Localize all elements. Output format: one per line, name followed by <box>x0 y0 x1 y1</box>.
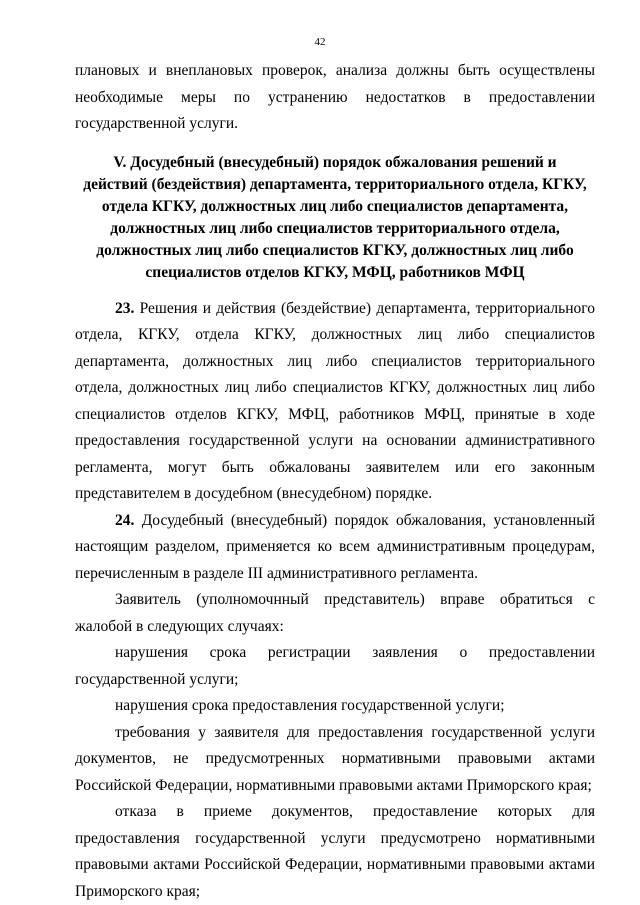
paragraph-service-deadline: нарушения срока предоставления государственной услуги; <box>115 697 505 714</box>
section-heading <box>75 152 595 284</box>
paragraph-complaint-cases: Заявитель (уполномочнный представитель) вправе обратиться с жалобой в следующих случаях: <box>75 591 595 635</box>
paragraph-document-refusal: отказа в приеме документов, предоставление которых для предоставления государственной услуги предусмотрено нормативными правовыми актами Российской Федерации, нормативными правовыми актами Приморского края; <box>75 803 595 900</box>
clause-number: 24. <box>115 511 135 529</box>
clause-number: 23. <box>115 299 135 317</box>
paragraph-documents-requirement: требования у заявителя для предоставления государственной услуги документов, не предусмотренных нормативными правовыми актами Российской Федерации, нормативными правовыми актами Приморского края; <box>75 723 595 794</box>
clause-23 <box>75 296 595 508</box>
section-heading-line: действий (бездействия) департамента, территориального отдела, КГКУ, <box>83 175 587 193</box>
intro-paragraph: плановых и внеплановых проверок, анализа должны быть осуществлены необходимые меры по устранению недостатков в предоставлении государственной услуги. <box>75 62 595 132</box>
paragraph-registration-deadline: нарушения срока регистрации заявления о предоставлении государственной услуги; <box>75 644 595 688</box>
clause-24 <box>75 508 595 588</box>
section-heading-line: V. Досудебный (внесудебный) порядок обжалования решений и <box>113 153 557 171</box>
clause-text: Решения и действия (бездействие) департамента, территориального отдела, КГКУ, отдела КГКУ, должностных лиц либо специалистов департамента, должностных лиц либо специалистов территориального отдела, должностных лиц либо специалистов КГКУ, должностных лиц либо специалистов отделов КГКУ, МФЦ, работников МФЦ, принятые в ходе предоставления государственной услуги на основании административного регламента, могут быть обжалованы заявителем или его законным представителем в досудебном (внесудебном) порядке. <box>75 299 595 502</box>
clause-text: Досудебный (внесудебный) порядок обжалования, установленный настоящим разделом, применяется ко всем административным процедурам, перечисленным в разделе III административного регламента. <box>75 511 595 582</box>
section-heading-line: отдела КГКУ, должностных лиц либо специалистов департамента, <box>101 197 569 215</box>
page-number: 42 <box>314 36 326 48</box>
section-heading-line: должностных лиц либо специалистов КГКУ, должностных лиц либо <box>96 241 574 259</box>
section-heading-line: должностных лиц либо специалистов территориального отдела, <box>110 219 560 237</box>
section-heading-line: специалистов отделов КГКУ, МФЦ, работников МФЦ <box>145 263 525 281</box>
document-body <box>75 58 595 905</box>
